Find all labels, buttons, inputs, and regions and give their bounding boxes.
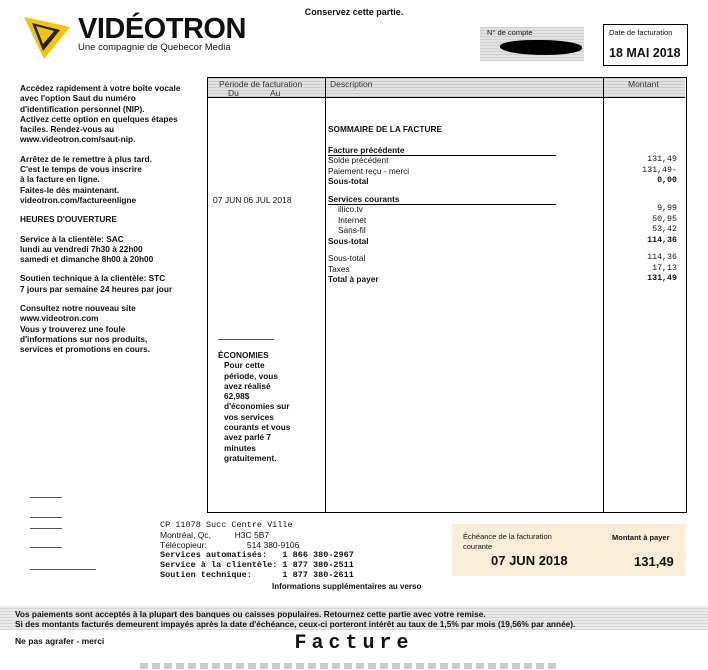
summary-row-label: Total à payer — [328, 274, 379, 284]
col-description-header: Description — [330, 79, 373, 89]
info-paragraph: Accédez rapidement à votre boîte vocale avec l'option Saut du numéro d'identification personnel (NIP). Activez cette option en quelques étapes faciles. Rendez-vous au www.videotron.com/saut-nip. — [20, 83, 181, 145]
summary-row-label: Internet — [338, 214, 367, 225]
summary-row-label: Services courants — [328, 194, 556, 206]
summary-row-amount: 17,13 — [652, 263, 677, 273]
savings-body: Pour cette période, vous avez réalisé 62,98$ d'économies sur vos services courants et vous avez parlé 7 minutes gratuitement. — [224, 360, 291, 463]
info-paragraph: Service à la clientèle: SAC lundi au vendredi 7h30 à 22h00 samedi et dimanche 8h00 à 20h00 — [20, 233, 154, 265]
remit-address — [160, 520, 354, 580]
summary-block — [328, 124, 680, 285]
address-line: Télécopieur: 514 380-9106 — [160, 540, 300, 550]
summary-row-label: illico.tv — [338, 204, 363, 214]
amount-due-value: 131,49 — [634, 554, 674, 569]
summary-row-amount: 131,49 — [647, 155, 677, 164]
summary-row-amount: 53,42 — [652, 225, 677, 234]
videotron-logo-icon — [22, 15, 72, 61]
summary-row-amount: 114,36 — [647, 253, 677, 262]
blank-line — [30, 547, 62, 548]
address-line: Service à la clientèle: 1 877 380-2511 — [160, 560, 354, 570]
summary-row — [328, 194, 680, 205]
brand-name: VIDÉOTRON — [78, 13, 246, 45]
blank-line — [30, 528, 62, 529]
payment-notice-line: Si des montants facturés demeurent impayés après la date d'échéance, ceux-ci porteront intérêt au taux de 1,5% par mois (19,56% par année). — [15, 619, 576, 629]
summary-row — [328, 204, 680, 215]
address-line: Montréal, Qc, H3C 5B7 — [160, 530, 270, 540]
no-staple-note: Ne pas agrafer - merci — [15, 636, 105, 646]
summary-row-label: Taxes — [328, 263, 350, 274]
amount-due-label: Montant à payer — [612, 533, 670, 542]
summary-row-amount: 131,49- — [642, 165, 677, 175]
summary-row-label: Facture précédente — [328, 145, 556, 157]
savings-block — [218, 350, 298, 463]
account-number-label: N° de compte — [487, 28, 533, 37]
summary-row — [328, 166, 680, 177]
summary-row-label: Solde précédent — [328, 155, 389, 165]
summary-rows — [328, 145, 680, 285]
address-line: CP 11078 Succ Centre Ville — [160, 520, 293, 530]
summary-row — [328, 187, 680, 194]
brand-tagline: Une compagnie de Quebecor Media — [78, 42, 231, 53]
summary-row-amount: 131,49 — [647, 274, 677, 283]
due-date-label: Échéance de la facturation courante — [463, 532, 552, 551]
summary-row-amount: 0,00 — [657, 176, 677, 185]
payment-notice-line: Vos paiements sont acceptés à la plupart des banques ou caisses populaires. Retournez cette partie avec votre remise. — [15, 609, 486, 619]
blank-line — [30, 497, 62, 498]
summary-row — [328, 264, 680, 275]
summary-title: SOMMAIRE DE LA FACTURE — [328, 124, 443, 134]
summary-row-label: Sous-total — [328, 253, 366, 263]
summary-row — [328, 274, 680, 285]
summary-row — [328, 246, 680, 253]
invoice-title: Facture — [294, 632, 414, 655]
summary-row — [328, 145, 680, 156]
info-paragraph: Soutien technique à la clientèle: STC 7 jours par semaine 24 heures par jour — [20, 273, 173, 294]
summary-row-amount: 50,95 — [652, 214, 677, 224]
summary-row — [328, 236, 680, 247]
summary-row — [328, 176, 680, 187]
savings-rule — [218, 339, 274, 340]
summary-row — [328, 225, 680, 236]
summary-row-label: Sous-total — [328, 176, 369, 186]
billing-date-label: Date de facturation — [609, 28, 673, 37]
due-date-value: 07 JUN 2018 — [491, 553, 568, 568]
address-line: Services automatisés: 1 866 380-2967 — [160, 550, 354, 560]
billing-period: 07 JUN 06 JUL 2018 — [213, 195, 292, 205]
summary-row — [328, 253, 680, 264]
scanline-artifact — [140, 663, 560, 669]
info-heading: HEURES D'OUVERTURE — [20, 214, 117, 225]
summary-row-label: Paiement reçu - merci — [328, 165, 410, 176]
summary-row-label: Sous-total — [328, 235, 369, 246]
col-amount-header: Montant — [628, 79, 659, 89]
col-au-header: Au — [270, 88, 281, 98]
billing-date-value: 18 MAI 2018 — [609, 46, 681, 60]
summary-row-amount: 9,99 — [657, 204, 677, 213]
keep-notice: Conservez cette partie. — [304, 7, 404, 17]
address-line: Soutien technique: 1 877 380-2611 — [160, 570, 354, 580]
col-du-header: Du — [228, 88, 239, 98]
left-info-column — [20, 83, 202, 364]
summary-row-amount: 114,36 — [647, 235, 677, 245]
summary-row — [328, 155, 680, 166]
info-paragraph: Arrêtez de le remettre à plus tard. C'est le temps de vous inscrire à la facture en ligne. Faites-le dès maintenant. videotron.com/factureenligne — [20, 153, 152, 205]
col-period-header: Période de facturation — [219, 79, 303, 89]
blank-line — [30, 517, 62, 518]
savings-title: ÉCONOMIES — [218, 350, 269, 360]
summary-row — [328, 215, 680, 226]
table-divider — [325, 77, 326, 512]
blank-line — [30, 569, 96, 570]
summary-row-label: Sans-fil — [338, 225, 366, 235]
info-paragraph: Consultez notre nouveau site www.videotron.com Vous y trouverez une foule d'informations sur nos produits, services et promotions en cours. — [20, 303, 151, 355]
more-info-note: Informations supplémentaires au verso — [272, 582, 422, 591]
